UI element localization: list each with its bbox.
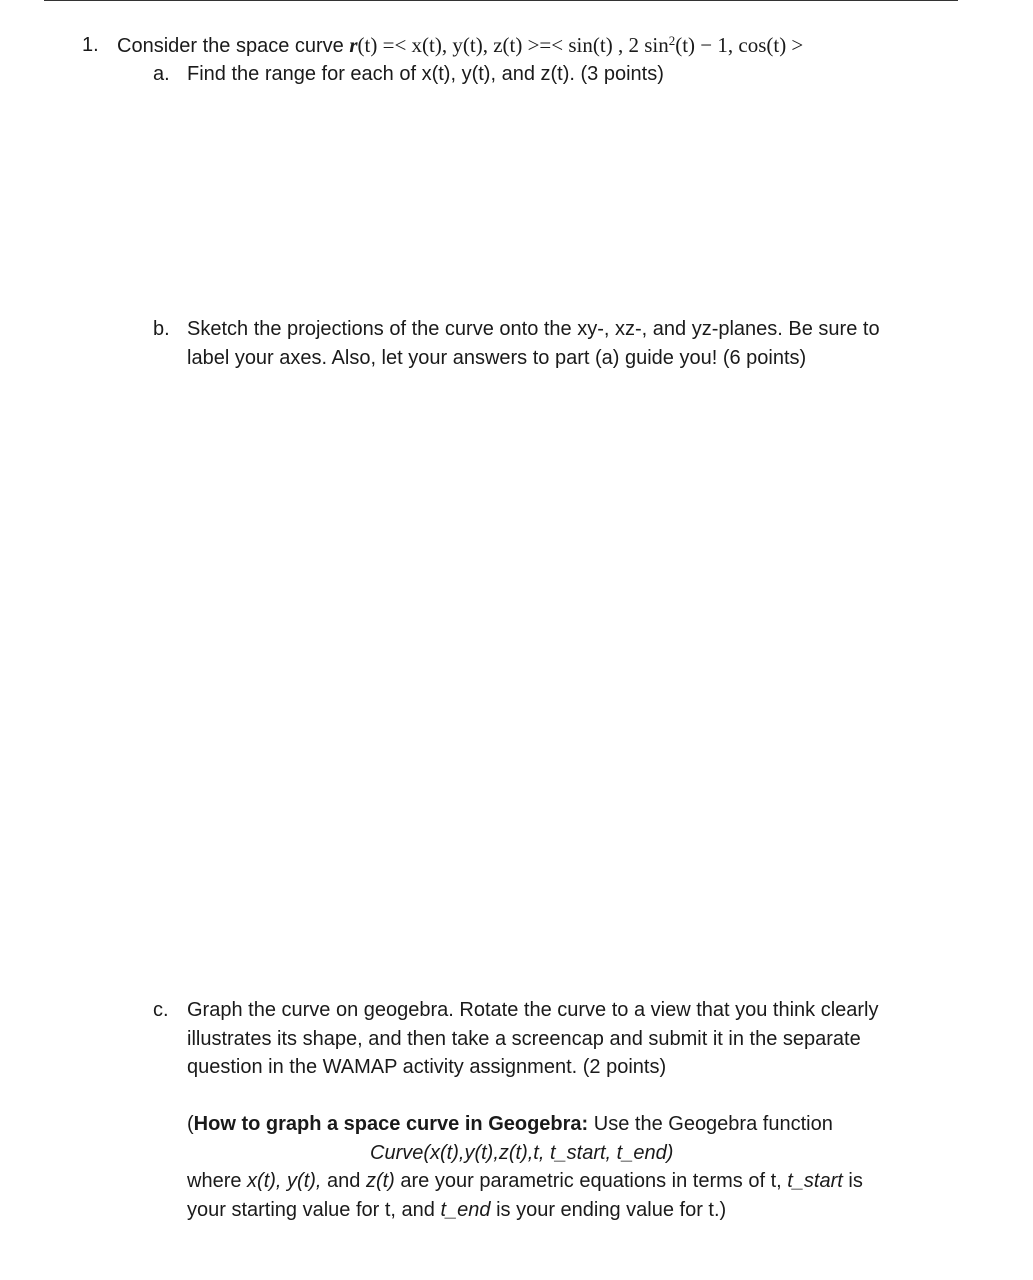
hint-tend: t_end [440, 1199, 491, 1221]
hint-open-paren: ( [187, 1113, 194, 1135]
hint-line4-post: is your ending value for t.) [490, 1199, 727, 1221]
part-c-line-2: illustrates its shape, and then take a screencap and submit it in the separate [187, 1028, 861, 1050]
hint-after-label: Use the Geogebra function [588, 1113, 833, 1135]
hint-where: where [187, 1170, 248, 1192]
part-b-letter: b. [153, 318, 170, 340]
part-a-letter: a. [153, 63, 170, 85]
hint-line-4 [187, 1196, 726, 1224]
formula-lhs: (t) =< x(t), y(t), z(t) >=< sin(t) , 2 sin [357, 33, 669, 57]
formula-square: 2 [668, 33, 676, 48]
part-c-letter: c. [153, 999, 169, 1021]
hint-z: z(t) [365, 1170, 395, 1192]
hint-and: and [321, 1170, 366, 1192]
top-rule [44, 0, 958, 1]
part-b-line-2: label your axes. Also, let your answers to part (a) guide you! (6 points) [187, 347, 807, 369]
hint-function-call: Curve(x(t),y(t),z(t),t, t_start, t_end) [370, 1142, 674, 1164]
hint-bold-label: How to graph a space curve in Geogebra: [193, 1113, 589, 1135]
hint-line4-pre: your starting value for t, and [187, 1199, 441, 1221]
question-intro: Consider the space curve [117, 35, 344, 57]
hint-tstart: t_start [787, 1170, 843, 1192]
hint-is: is [842, 1170, 863, 1192]
part-b-line-1: Sketch the projections of the curve onto the xy-, xz-, and yz-planes. Be sure to [187, 318, 880, 340]
hint-y: y(t), [287, 1170, 322, 1192]
part-a-text: Find the range for each of x(t), y(t), and z(t). (3 points) [187, 63, 664, 85]
question-prompt [117, 31, 803, 60]
hint-line-3 [187, 1167, 863, 1195]
curve-formula [349, 33, 803, 57]
hint-rest: are your parametric equations in terms of t, [394, 1170, 788, 1192]
hint-x: x(t), [247, 1170, 282, 1192]
question-number: 1. [82, 34, 99, 56]
part-c-line-1: Graph the curve on geogebra. Rotate the curve to a view that you think clearly [187, 999, 879, 1021]
formula-rhs: (t) − 1, cos(t) > [675, 33, 804, 57]
hint-line-1 [187, 1110, 833, 1138]
part-c-line-3: question in the WAMAP activity assignment. (2 points) [187, 1056, 667, 1078]
formula-r: r [349, 33, 358, 57]
